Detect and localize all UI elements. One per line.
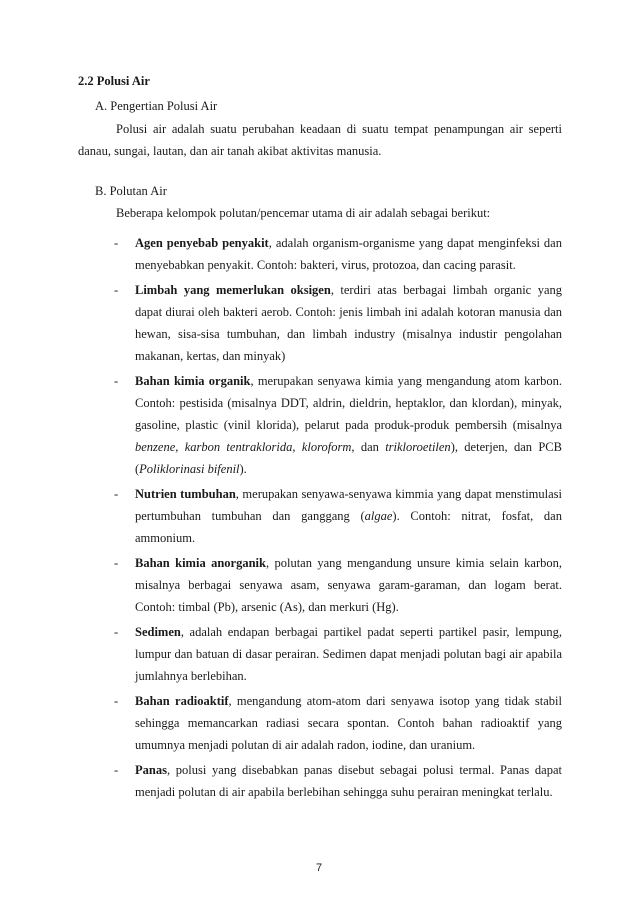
bullet-dash: - (114, 236, 119, 250)
definition-paragraph (78, 118, 562, 162)
bullet-dash: - (114, 374, 119, 388)
pollutant-description: ). (239, 462, 247, 476)
definition-text: Polusi air adalah suatu perubahan keadaan di suatu tempat penampungan air seperti danau, sungai, lautan, dan air tanah akibat aktivitas manusia. (78, 122, 562, 158)
pollutant-description: , mengandung atom-atom dari senyawa isotop yang tidak stabil sehingga memancarkan radiasi secara spontan. Contoh bahan radioaktif yang umumnya menjadi polutan di air adalah radon, iodine, dan uranium. (135, 694, 562, 752)
bullet-dash: - (114, 694, 119, 708)
italic-term: algae (364, 509, 393, 523)
pollutant-term: Bahan radioaktif (135, 694, 229, 708)
pollutant-description: , terdiri atas berbagai limbah organic yang dapat diurai oleh bakteri aerob. Contoh: jenis limbah ini adalah kotoran manusia dan hewan, sisa-sisa tumbuhan, dan limbah industry (misalnya industir pengolahan makanan, kertas, dan minyak) (135, 283, 562, 363)
pollutant-description: ), deterjen, dan PCB ( (135, 440, 562, 476)
bullet-dash: - (114, 763, 119, 777)
bullet-dash: - (114, 283, 119, 297)
pollutant-term: Panas (135, 763, 167, 777)
pollutant-description: , polutan yang mengandung unsure kimia selain karbon, misalnya berbagai senyawa asam, senyawa garam-garaman, dan logam berat. Contoh: timbal (Pb), arsenic (As), dan merkuri (Hg). (135, 556, 562, 614)
list-item (112, 232, 562, 276)
pollutant-intro: Beberapa kelompok polutan/pencemar utama di air adalah sebagai berikut: (116, 206, 491, 220)
list-item (112, 370, 562, 480)
pollutant-term: Limbah yang memerlukan oksigen (135, 283, 331, 297)
list-item (112, 483, 562, 549)
pollutant-description: ). Contoh: nitrat, fosfat, dan ammonium. (135, 509, 562, 545)
pollutant-description: , polusi yang disebabkan panas disebut sebagai polusi termal. Panas dapat menjadi polutan di air apabila berlebihan sehingga suhu perairan meningkat terlalu. (135, 763, 562, 799)
list-item (112, 279, 562, 367)
bullet-dash: - (114, 487, 119, 501)
list-item (112, 759, 562, 803)
italic-term: benzene, karbon tentraklorida, kloroform (135, 440, 352, 454)
italic-term: trikloroetilen (385, 440, 451, 454)
pollutant-term: Sedimen (135, 625, 181, 639)
pollutant-term: Agen penyebab penyakit (135, 236, 269, 250)
pollutant-description: , adalah organism-organisme yang dapat menginfeksi dan menyebabkan penyakit. Contoh: bakteri, virus, protozoa, dan cacing parasit. (135, 236, 562, 272)
section-heading: 2.2 Polusi Air (78, 74, 150, 88)
pollutant-list (112, 232, 562, 806)
pollutant-term: Bahan kimia organik (135, 374, 251, 388)
list-item (112, 621, 562, 687)
list-item (112, 690, 562, 756)
bullet-dash: - (114, 625, 119, 639)
subsection-a-title: A. Pengertian Polusi Air (95, 99, 218, 113)
pollutant-description: , dan (351, 440, 386, 454)
pollutant-term: Nutrien tumbuhan (135, 487, 236, 501)
pollutant-description: , merupakan senyawa-senyawa kimmia yang dapat menstimulasi pertumbuhan tumbuhan dan ganggang ( (135, 487, 563, 523)
list-item (112, 552, 562, 618)
pollutant-description: , adalah endapan berbagai partikel padat seperti partikel pasir, lempung, lumpur dan batuan di dasar perairan. Sedimen dapat menjadi polutan bagi air apabila jumlahnya berlebihan. (135, 625, 562, 683)
bullet-dash: - (114, 556, 119, 570)
subsection-b-title: B. Polutan Air (95, 184, 167, 198)
page-number: 7 (315, 862, 323, 874)
pollutant-term: Bahan kimia anorganik (135, 556, 266, 570)
italic-term: Poliklorinasi bifenil (139, 462, 240, 476)
pollutant-description: , merupakan senyawa kimia yang mengandung atom karbon. Contoh: pestisida (misalnya DDT, aldrin, dieldrin, heptaklor, dan klordan), minyak, gasoline, plastic (vinil klorida), pelarut pada produk-produk pembersih (misalnya (135, 374, 563, 432)
